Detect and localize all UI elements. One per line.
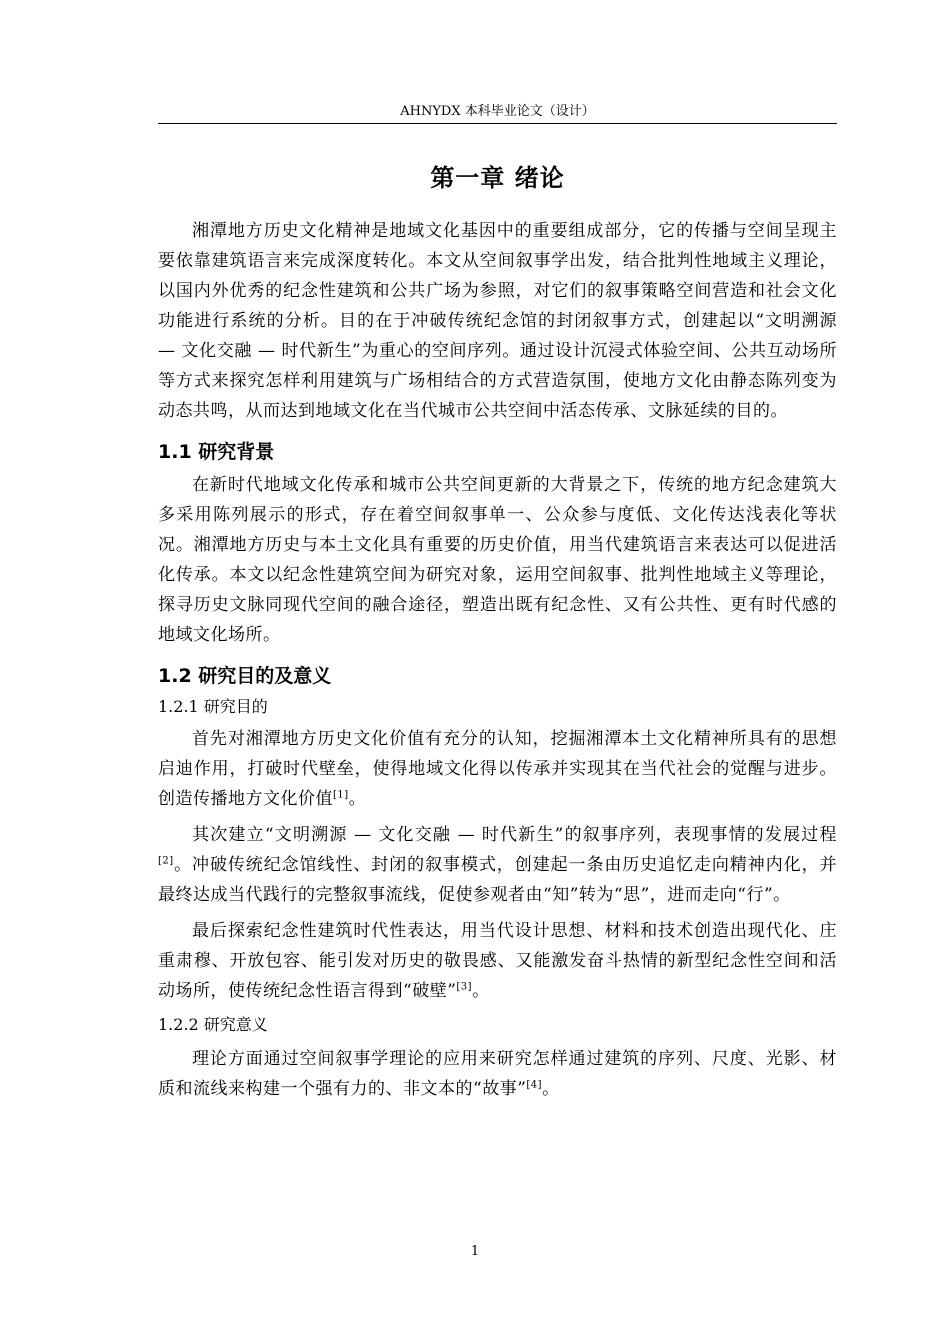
purpose-paragraph-2	[158, 820, 837, 910]
page-number: 1	[470, 1244, 480, 1259]
significance-paragraph	[158, 1044, 837, 1104]
purpose-paragraph-3	[158, 916, 837, 1006]
citation-4: [4]	[526, 1079, 543, 1091]
paragraph-text: 其次建立“文明溯源 — 文化交融 — 时代新生”的叙事序列，表现事情的发展过程	[192, 825, 837, 845]
paragraph-text: 最后探索纪念性建筑时代性表达，用当代设计思想、材料和技术创造出现代化、庄重肃穆、开放包容、能引发对历史的敬畏感、又能激发奋斗热情的新型纪念性空间和活动场所，使传统纪念性语言得到“破壁”	[158, 921, 837, 1001]
paragraph-text-end: 。	[542, 1079, 560, 1099]
paragraph-text-end: 。	[348, 789, 367, 809]
section-1-1-heading: 1.1 研究背景	[158, 441, 275, 463]
running-header: AHNYDX 本科毕业论文（设计）	[400, 104, 595, 119]
citation-1: [1]	[333, 789, 349, 801]
citation-3: [3]	[456, 981, 473, 993]
section-1-1-paragraph: 在新时代地域文化传承和城市公共空间更新的大背景之下，传统的地方纪念建筑大多采用陈列展示的形式，存在着空间叙事单一、公众参与度低、文化传达浅表化等状况。湘潭地方历史与本土文化具有重要的历史价值，用当代建筑语言来表达可以促进活化传承。本文以纪念性建筑空间为研究对象，运用空间叙事、批判性地域主义等理论，探寻历史文脉同现代空间的融合途径，塑造出既有纪念性、又有公共性、更有时代感的地域文化场所。	[158, 475, 837, 645]
paragraph-text: 理论方面通过空间叙事学理论的应用来研究怎样通过建筑的序列、尺度、光影、材质和流线来构建一个强有力的、非文本的“故事”	[158, 1049, 837, 1099]
page-body	[158, 160, 837, 1104]
paragraph-text-end: 。冲破传统纪念馆线性、封闭的叙事模式，创建起一条由历史追忆走向精神内化，并最终达成当代践行的完整叙事流线，促使参观者由“知”转为“思”，进而走向“行”。	[158, 855, 837, 905]
section-1-2-1-heading: 1.2.1 研究目的	[158, 697, 268, 716]
paragraph-text-end: 。	[472, 981, 490, 1001]
chapter-title: 第一章 绪论	[430, 164, 565, 192]
section-1-2-2-heading: 1.2.2 研究意义	[158, 1015, 268, 1034]
header-rule	[158, 123, 837, 124]
paragraph-text: 首先对湘潭地方历史文化价值有充分的认知，挖掘湘潭本土文化精神所具有的思想启迪作用，打破时代壁垒，使得地域文化得以传承并实现其在当代社会的觉醒与进步。创造传播地方文化价值	[158, 729, 837, 809]
citation-2: [2]	[158, 855, 174, 867]
purpose-paragraph-1	[158, 724, 837, 814]
intro-paragraph: 湘潭地方历史文化精神是地域文化基因中的重要组成部分，它的传播与空间呈现主要依靠建筑语言来完成深度转化。本文从空间叙事学出发，结合批判性地域主义理论，以国内外优秀的纪念性建筑和公共广场为参照，对它们的叙事策略空间营造和社会文化功能进行系统的分析。目的在于冲破传统纪念馆的封闭叙事方式，创建起以“文明溯源 — 文化交融 — 时代新生”为重心的空间序列。通过设计沉浸式体验空间、公共互动场所等方式来探究怎样利用建筑与广场相结合的方式营造氛围，使地方文化由静态陈列变为动态共鸣，从而达到地域文化在当代城市公共空间中活态传承、文脉延续的目的。	[158, 221, 837, 421]
section-1-2-heading: 1.2 研究目的及意义	[158, 665, 332, 687]
